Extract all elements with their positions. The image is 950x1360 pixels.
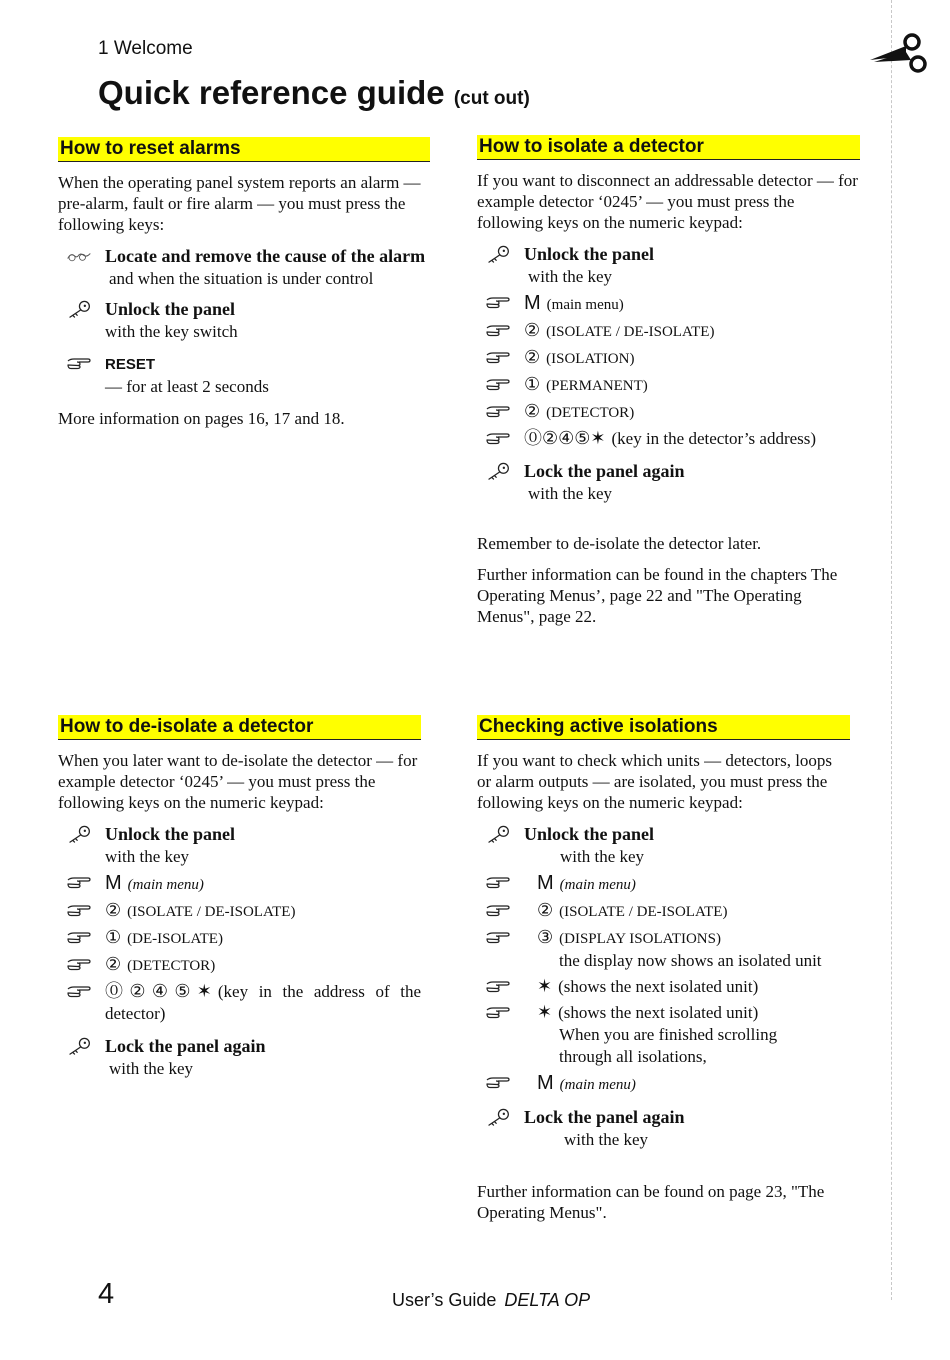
- reminder-text: Remember to de-isolate the detector later.: [477, 534, 762, 553]
- step-subtext: with the key: [560, 847, 645, 866]
- section-intro: If you want to check which units — detectors, loops or alarm outputs — are isolated, you must press the following keys on the numeric keypad:: [477, 751, 833, 812]
- step-subtext: and when the situation is under control: [109, 269, 374, 288]
- step-subtext: with the key: [528, 267, 613, 286]
- key-label: (DISPLAY ISOLATIONS): [559, 931, 721, 947]
- step-title: Unlock the panel: [524, 824, 655, 844]
- step-subtext: the display now shows an isolated unit: [559, 951, 822, 970]
- section-reset-alarms: [58, 137, 430, 439]
- key-label: (shows the next isolated unit): [558, 1003, 759, 1022]
- step-subtext: with the key: [109, 1059, 194, 1078]
- key-label: (ISOLATION): [546, 351, 635, 367]
- keypad-key: ✶: [537, 1002, 553, 1023]
- keypad-key: ②: [105, 954, 122, 975]
- step-unlock: [477, 243, 860, 288]
- key-icon: [66, 825, 92, 843]
- pointing-hand-icon: [66, 355, 92, 373]
- footer-product: DELTA OP: [504, 1290, 591, 1310]
- key-label: (main menu): [127, 877, 204, 893]
- step-unlock: [477, 823, 850, 868]
- keypad-key: ②: [524, 320, 541, 341]
- key-label: (shows the next isolated unit): [558, 977, 759, 996]
- chapter-label: 1 Welcome: [98, 38, 193, 59]
- step-subtext: When you are finished scrolling through all isolations,: [559, 1025, 778, 1066]
- step-lock: [58, 1035, 421, 1080]
- step-locate: [58, 245, 430, 290]
- step-title: Unlock the panel: [105, 824, 236, 844]
- key-icon: [485, 462, 511, 480]
- keypad-key: ③: [537, 927, 554, 948]
- pointing-hand-icon: [485, 902, 511, 920]
- keypad-key: ②: [524, 401, 541, 422]
- step-title: Unlock the panel: [105, 299, 236, 319]
- section-intro: When the operating panel system reports an alarm — pre-alarm, fault or fire alarm — you must press the following keys:: [58, 173, 421, 234]
- section-checking-isolations: [477, 715, 850, 1233]
- keypad-key: ⓪②④⑤✶: [524, 428, 606, 449]
- section-deisolate-detector: [58, 715, 421, 1084]
- step-subtext: — for at least 2 seconds: [105, 377, 269, 396]
- more-info: More information on pages 16, 17 and 18.: [58, 409, 345, 428]
- key-icon: [485, 825, 511, 843]
- key-label: (PERMANENT): [546, 378, 648, 394]
- keypad-key: ✶: [537, 976, 553, 997]
- page-title-suffix: (cut out): [453, 88, 530, 109]
- key-label: (key in the address of the detector): [105, 982, 421, 1023]
- pointing-hand-icon: [485, 376, 511, 394]
- pointing-hand-icon: [66, 983, 92, 1001]
- step-key-1: [58, 872, 421, 896]
- pointing-hand-icon: [66, 874, 92, 892]
- page-title-main: Quick reference guide: [98, 74, 445, 111]
- step-reset: [58, 353, 430, 398]
- keypad-key: ①: [524, 374, 541, 395]
- further-info: Further information can be found on page 23, "The Operating Menus".: [477, 1182, 825, 1222]
- step-lock: [477, 1106, 850, 1151]
- section-intro: When you later want to de-isolate the detector — for example detector ‘0245’ — you must press the following keys on the numeric keypad:: [58, 751, 418, 812]
- further-info: Further information can be found in the chapters The Operating Menus’, page 22 and "The Operating Menus", page 22.: [477, 565, 838, 626]
- pointing-hand-icon: [485, 874, 511, 892]
- page-title: [98, 74, 530, 112]
- step-key-1: [477, 872, 850, 896]
- step-key-4: [477, 976, 850, 998]
- step-subtext: with the key switch: [105, 322, 238, 341]
- step-unlock: [58, 298, 430, 343]
- keypad-key: ②: [537, 900, 554, 921]
- cut-line: [891, 0, 892, 1300]
- pointing-hand-icon: [485, 349, 511, 367]
- step-key-5: [477, 401, 860, 424]
- key-label: (DETECTOR): [546, 405, 635, 421]
- step-key-4: [477, 374, 860, 397]
- pointing-hand-icon: [66, 902, 92, 920]
- keypad-key: ①: [105, 927, 122, 948]
- step-title: Unlock the panel: [524, 244, 655, 264]
- step-key-2: [477, 320, 860, 343]
- pointing-hand-icon: [66, 956, 92, 974]
- section-heading: Checking active isolations: [477, 715, 850, 740]
- step-lock: [477, 460, 860, 505]
- key-label: (ISOLATE / DE-ISOLATE): [546, 324, 715, 340]
- keypad-key: ②: [105, 900, 122, 921]
- key-icon: [66, 300, 92, 318]
- step-key-6: [477, 428, 860, 450]
- section-heading: How to reset alarms: [58, 137, 430, 162]
- footer-doc-title: User’s Guide: [392, 1290, 497, 1310]
- key-label: (ISOLATE / DE-ISOLATE): [127, 904, 296, 920]
- step-key-2: [477, 900, 850, 923]
- section-intro: If you want to disconnect an addressable detector — for example detector ‘0245’ — you must press the following keys on the numeric keypad:: [477, 171, 858, 232]
- key-icon: [485, 1108, 511, 1126]
- pointing-hand-icon: [485, 1004, 511, 1022]
- step-unlock: [58, 823, 421, 868]
- keypad-key: M: [105, 872, 122, 894]
- keypad-key: M: [537, 872, 554, 894]
- key-label: (DE-ISOLATE): [127, 931, 223, 947]
- keypad-key: ⓪②④⑤✶: [105, 981, 212, 1002]
- step-subtext: with the key: [564, 1130, 649, 1149]
- step-subtext: with the key: [528, 484, 613, 503]
- key-icon: [485, 245, 511, 263]
- step-key-6: [477, 1072, 850, 1096]
- step-subtext: with the key: [105, 847, 190, 866]
- scissors-icon: [866, 30, 932, 74]
- footer-document: [392, 1290, 590, 1311]
- page-number: 4: [98, 1278, 115, 1310]
- keypad-key: ②: [524, 347, 541, 368]
- pointing-hand-icon: [485, 1074, 511, 1092]
- step-key-3: [477, 347, 860, 370]
- pointing-hand-icon: [485, 430, 511, 448]
- key-label: (key in the detector’s address): [611, 429, 817, 448]
- step-key-2: [58, 900, 421, 923]
- step-key-4: [58, 954, 421, 977]
- glasses-icon: [66, 247, 92, 265]
- step-title: Lock the panel again: [524, 461, 685, 481]
- step-key-5: [477, 1002, 850, 1068]
- key-label: (main menu): [559, 1077, 636, 1093]
- step-key-3: [58, 927, 421, 950]
- key-label: (main menu): [546, 297, 624, 313]
- section-heading: How to de-isolate a detector: [58, 715, 421, 740]
- keypad-key: M: [537, 1072, 554, 1094]
- pointing-hand-icon: [485, 978, 511, 996]
- key-icon: [66, 1037, 92, 1055]
- pointing-hand-icon: [485, 929, 511, 947]
- key-label: (main menu): [559, 877, 636, 893]
- reset-key: RESET: [105, 356, 156, 373]
- step-title: Lock the panel again: [524, 1107, 685, 1127]
- pointing-hand-icon: [485, 403, 511, 421]
- step-key-3: [477, 927, 850, 972]
- step-title: Lock the panel again: [105, 1036, 266, 1056]
- section-isolate-detector: [477, 135, 860, 637]
- step-title: Locate and remove the cause of the alarm: [105, 246, 426, 266]
- step-key-1: [477, 292, 860, 316]
- key-label: (DETECTOR): [127, 958, 216, 974]
- section-heading: How to isolate a detector: [477, 135, 860, 160]
- pointing-hand-icon: [66, 929, 92, 947]
- step-key-5: [58, 981, 421, 1025]
- keypad-key: M: [524, 292, 541, 314]
- key-label: (ISOLATE / DE-ISOLATE): [559, 904, 728, 920]
- pointing-hand-icon: [485, 322, 511, 340]
- pointing-hand-icon: [485, 294, 511, 312]
